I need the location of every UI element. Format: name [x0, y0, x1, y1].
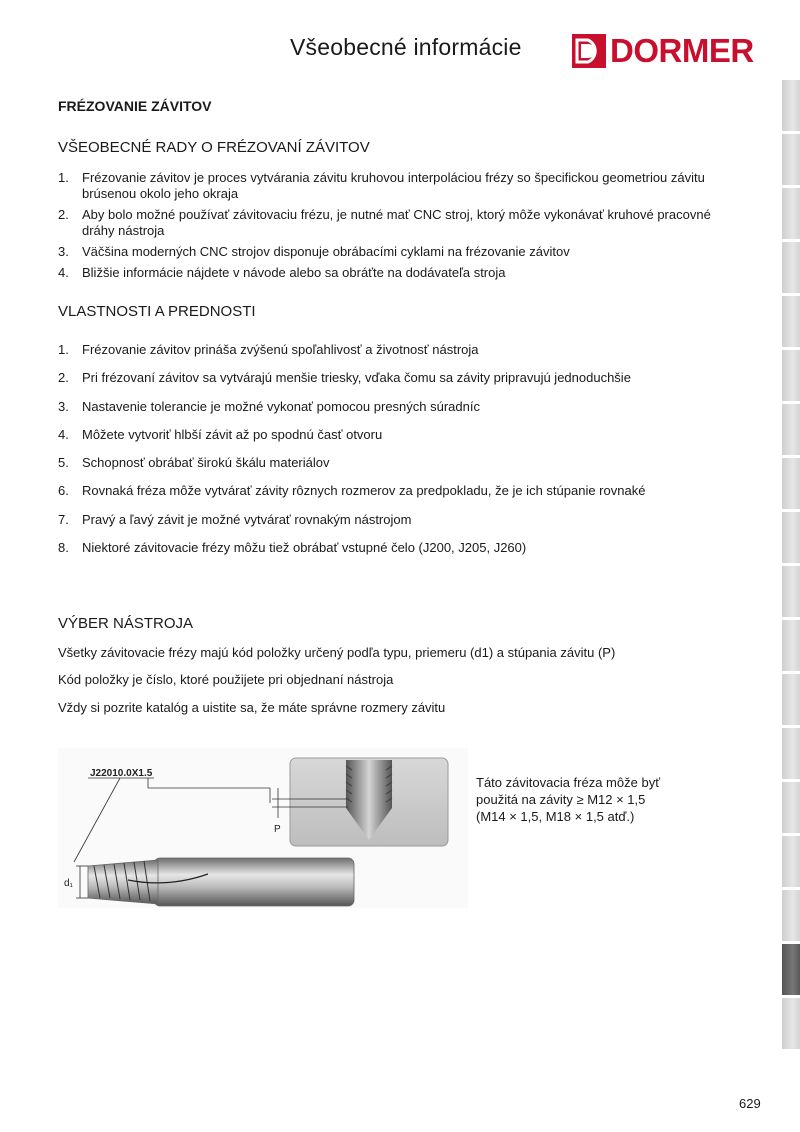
- rules-heading: VŠEOBECNÉ RADY O FRÉZOVANÍ ZÁVITOV: [58, 139, 370, 156]
- list-item: 5. Schopnosť obrábať širokú škálu materiálov: [58, 455, 330, 471]
- logo-emblem-icon: [572, 34, 606, 68]
- list-item: 3. Nastavenie tolerancie je možné vykonať pomocou presných súradníc: [58, 398, 480, 414]
- list-item: 7. Pravý a ľavý závit je možné vytvárať rovnakým nástrojom: [58, 511, 412, 527]
- page-title: Všeobecné informácie: [290, 34, 522, 60]
- side-index-tabs: [782, 80, 800, 1052]
- side-tab[interactable]: [782, 296, 800, 347]
- pitch-label: P: [274, 824, 281, 835]
- side-tab[interactable]: [782, 458, 800, 509]
- side-tab[interactable]: [782, 350, 800, 401]
- side-tab[interactable]: [782, 242, 800, 293]
- side-tab[interactable]: [782, 188, 800, 239]
- side-tab[interactable]: [782, 998, 800, 1049]
- page-number: 629: [739, 1096, 761, 1111]
- side-tab[interactable]: [782, 782, 800, 833]
- side-tab[interactable]: [782, 404, 800, 455]
- side-tab[interactable]: [782, 80, 800, 131]
- list-item: 2. Pri frézovaní závitov sa vytvárajú menšie triesky, vďaka čomu sa závity pripravujú jednoduchšie: [58, 370, 631, 386]
- brand-name: DORMER: [610, 32, 754, 69]
- compatibility-note: Táto závitovacia fréza môže byť použitá na závity ≥ M12 × 1,5 (M14 × 1,5, M18 × 1,5 atď.): [476, 775, 661, 824]
- section-title: FRÉZOVANIE ZÁVITOV: [58, 98, 212, 114]
- list-item: 1. Frézovanie závitov je proces vytvárania závitu kruhovou interpoláciou frézy so špecifickou geometriou závitu brúsenou okolo jeho okraja: [58, 170, 705, 201]
- side-tab-active[interactable]: [782, 944, 800, 995]
- paragraph: Kód položky je číslo, ktoré použijete pri objednaní nástroja: [58, 672, 394, 687]
- brand-logo: [572, 34, 764, 68]
- list-item: 4. Bližšie informácie nájdete v návode alebo sa obráťte na dodávateľa stroja: [58, 265, 506, 280]
- side-tab[interactable]: [782, 512, 800, 563]
- side-tab[interactable]: [782, 674, 800, 725]
- list-item: 1. Frézovanie závitov prináša zvýšenú spoľahlivosť a životnosť nástroja: [58, 342, 479, 357]
- side-tab[interactable]: [782, 728, 800, 779]
- list-item: 4. Môžete vytvoriť hlbší závit až po spodnú časť otvoru: [58, 426, 383, 442]
- list-item: 3. Väčšina moderných CNC strojov disponuje obrábacími cyklami na frézovanie závitov: [58, 244, 570, 259]
- thread-mill-drawing: [58, 748, 468, 908]
- features-list: [58, 342, 748, 568]
- side-tab[interactable]: [782, 566, 800, 617]
- code-label: J22010.0X1.5: [90, 768, 153, 779]
- side-tab[interactable]: [782, 890, 800, 941]
- paragraph: Všetky závitovacie frézy majú kód položky určený podľa typu, priemeru (d1) a stúpania závitu (P): [58, 645, 616, 660]
- side-tab[interactable]: [782, 134, 800, 185]
- list-item: 2. Aby bolo možné používať závitovaciu frézu, je nutné mať CNC stroj, ktorý môže vykonávať kruhové pracovné dráhy nástroja: [58, 207, 711, 238]
- thread-mill-illustration: [58, 748, 468, 908]
- side-tab[interactable]: [782, 620, 800, 671]
- diameter-label: d₁: [64, 878, 73, 889]
- paragraph: Vždy si pozrite katalóg a uistite sa, že máte správne rozmery závitu: [58, 700, 446, 715]
- features-heading: VLASTNOSTI A PREDNOSTI: [58, 303, 256, 320]
- rules-list: [58, 170, 748, 286]
- list-item: 8. Niektoré závitovacie frézy môžu tiež obrábať vstupné čelo (J200, J205, J260): [58, 540, 527, 556]
- tool-selection-heading: VÝBER NÁSTROJA: [58, 615, 194, 632]
- list-item: 6. Rovnaká fréza môže vytvárať závity rôznych rozmerov za predpokladu, že je ich stúpanie rovnaké: [58, 483, 646, 499]
- side-tab[interactable]: [782, 836, 800, 887]
